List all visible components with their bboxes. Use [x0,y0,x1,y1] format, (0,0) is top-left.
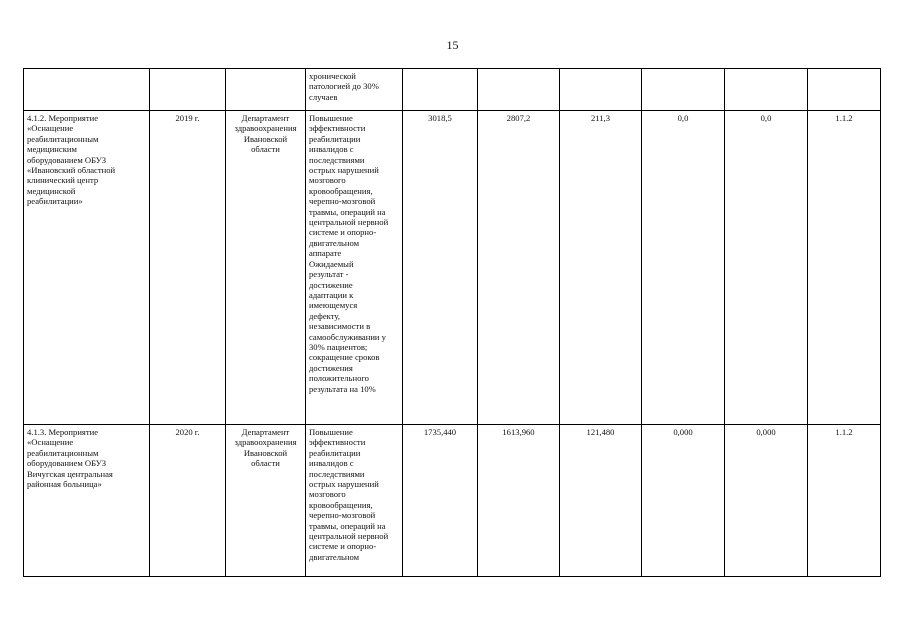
amount-cell: 121,480 [560,425,642,577]
cell-line: независимости в [309,321,371,332]
cell-line: мозгового [309,175,346,186]
cell-line: медицинской [27,185,76,196]
cell-line: последствиями [309,468,365,479]
executor-cell [226,425,306,577]
cell-line: центральной нервной [309,531,389,542]
year-cell [150,69,226,111]
amount-cell: 2807,2 [478,111,560,425]
cell-line: оборудованием ОБУЗ [27,458,107,469]
table-row [24,111,881,425]
cell-line: медицинским [27,144,77,155]
cell-line: оборудованием ОБУЗ [27,154,107,165]
cell-line: «Оснащение [27,437,74,448]
cell-line: самообслуживании у [309,331,386,342]
amount-cell [560,69,642,111]
cell-line: черепно-мозговой [309,196,376,207]
cell-line: клинический центр [27,175,99,186]
cell-line: инвалидов с [309,144,354,155]
cell-line: области [251,144,280,155]
amount-cell [403,69,478,111]
cell-line: Департамент [241,113,290,123]
cell-line: здравоохранения [234,123,297,134]
cell-line: патологией до 30% [309,81,379,92]
cell-line: 30% пациентов; [309,341,368,352]
amount-cell: 1613,960 [478,425,560,577]
cell-line: Повышение [309,113,353,123]
cell-line: имеющемуся [309,300,358,311]
year-cell: 2019 г. [150,111,226,425]
cell-line: «Оснащение [27,123,74,134]
executor-cell [226,69,306,111]
amount-cell [725,69,808,111]
cell-line: реабилитации [309,133,361,144]
cell-line: достижения [309,362,353,373]
cell-line: реабилитационным [27,133,99,144]
cell-line: черепно-мозговой [309,510,376,521]
amount-cell [642,69,725,111]
table-row [24,425,881,577]
result-cell [306,111,403,425]
cell-line: реабилитации» [27,196,83,207]
cell-line: районная больница» [27,479,102,490]
cell-line: двигательном [309,551,360,562]
amount-cell: 0,000 [642,425,725,577]
amount-cell: 1735,440 [403,425,478,577]
measure-name-cell [24,111,150,425]
cell-line: острых нарушений [309,165,379,176]
amount-cell: 0,0 [725,111,808,425]
cell-line: сокращение сроков [309,352,380,363]
cell-line: области [251,458,280,469]
cell-line: случаев [309,91,338,102]
amount-cell [478,69,560,111]
cell-line: мозгового [309,489,346,500]
cell-line: кровообращения, [309,499,373,510]
cell-line: инвалидов с [309,458,354,469]
result-cell [306,69,403,111]
cell-line: эффективности [309,123,366,134]
cell-line: системе и опорно- [309,541,377,552]
amount-cell: 211,3 [560,111,642,425]
cell-line: системе и опорно- [309,227,377,238]
cell-line: двигательном [309,237,360,248]
cell-line: Департамент [241,427,290,437]
indicator-code-cell [808,69,881,111]
cell-line: дефекту, [309,310,340,321]
table-row [24,69,881,111]
cell-line: кровообращения, [309,185,373,196]
cell-line: Ивановской [243,447,288,458]
result-cell [306,425,403,577]
indicator-code-cell: 1.1.2 [808,425,881,577]
indicator-code-cell: 1.1.2 [808,111,881,425]
cell-line: результат - [309,269,349,280]
cell-line: Ожидаемый [309,258,354,269]
amount-cell: 3018,5 [403,111,478,425]
cell-line: положительного [309,373,369,384]
cell-line: хронической [309,71,356,81]
executor-cell [226,111,306,425]
cell-line: здравоохранения [234,437,297,448]
measure-name-cell [24,425,150,577]
cell-line: травмы, операций на [309,206,386,217]
year-cell: 2020 г. [150,425,226,577]
cell-line: 4.1.3. Мероприятие [27,427,99,437]
cell-line: Повышение [309,427,353,437]
amount-cell: 0,0 [642,111,725,425]
cell-line: достижение [309,279,353,290]
cell-line: реабилитации [309,447,361,458]
cell-line: последствиями [309,154,365,165]
program-table [23,68,881,577]
cell-line: «Ивановский областной [27,165,116,176]
cell-line: эффективности [309,437,366,448]
cell-line: адаптации к [309,289,354,300]
cell-line: травмы, операций на [309,520,386,531]
cell-line: Ивановской [243,133,288,144]
cell-line: острых нарушений [309,479,379,490]
cell-line: реабилитационным [27,447,99,458]
cell-line: Вичугская центральная [27,468,113,479]
cell-line: центральной нервной [309,217,389,228]
amount-cell: 0,000 [725,425,808,577]
measure-name-cell [24,69,150,111]
page-number: 15 [446,38,459,52]
cell-line: результата на 10% [309,383,376,394]
cell-line: аппарате [309,248,342,259]
cell-line: 4.1.2. Мероприятие [27,113,99,123]
